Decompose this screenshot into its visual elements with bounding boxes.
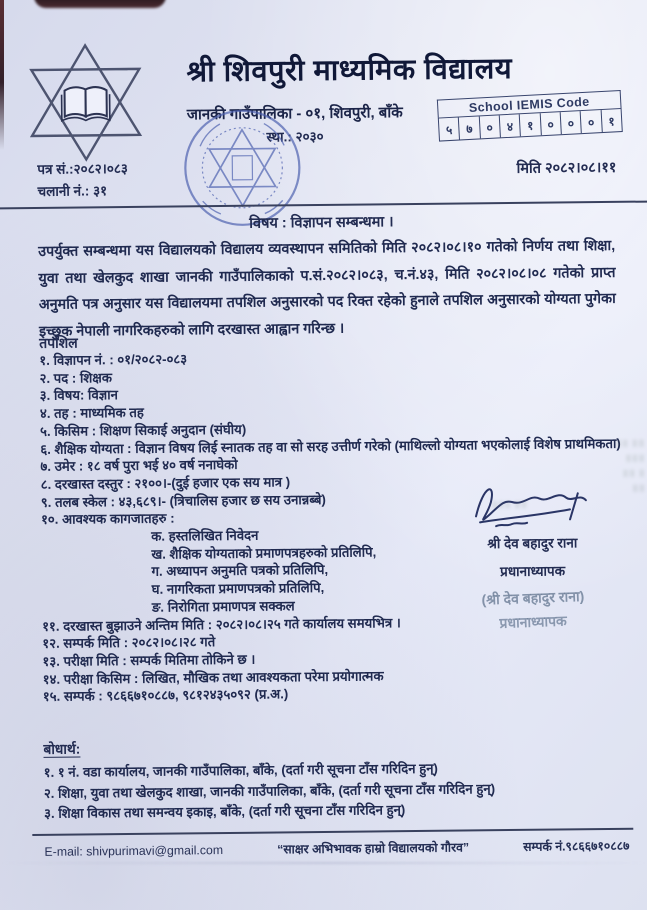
document-item: ख. शैक्षिक योग्यताको प्रमाणपत्रहरुको प्रतिलिपि, [151, 544, 377, 562]
footer [44, 837, 629, 860]
document-item: घ. नागरिकता प्रमाणपत्रको प्रतिलिपि, [151, 580, 325, 597]
iemis-digit: १ [520, 113, 541, 136]
iemis-digit: ० [540, 112, 561, 135]
dispatch-number: चलानी नं.: ३१ [37, 183, 108, 199]
ink-bleed-ghost: ॥॥ ॥॥ ॥॥॥ ॥ ॥॥ ॥॥ [615, 437, 646, 495]
school-address: जानकी गाउँपालिका - ०१, शिवपुरी, बाँके [186, 104, 403, 124]
detail-item: ८. दरखास्त दस्तुर : २१००।-(दुई हजार एक सय मात्र ) [40, 474, 291, 492]
subject-line: विषय : विज्ञापन सम्बन्धमा । [249, 214, 394, 232]
notes-list [44, 757, 625, 825]
header-divider [0, 201, 647, 210]
detail-item: १२. सम्पर्क मिति : २०८२।०८।२८ गते [42, 634, 216, 652]
detail-item: ७. उमेर : १८ वर्ष पुरा भई ४० वर्ष ननाघेको [40, 457, 238, 475]
iemis-digit: ५ [439, 117, 460, 140]
name-stamp-text: (श्री देव बहादुर राना) [481, 587, 585, 608]
detail-item: २. पद : शिक्षक [39, 369, 112, 386]
iemis-digit: ७ [459, 116, 480, 139]
body-paragraph: उपर्युक्त सम्बन्धमा यस विद्यालयको विद्यालय व्यवस्थापन समितिको मिति २०८२।०८।१० गतेको निर्णय तथा शिक्षा, युवा तथा खेलकुद शाखा जानकी गाउँपालिकाको प.सं.२०८२।०८३, च.नं.४३, मिति २०८२।०८।०८ गतेको प्राप्त अनुमति पत्र अनुसार यस विद्यालयमा तपशिल अनुसारको पद रिक्त रहेको हुनाले तपशिल अनुसारको योग्यता पुगेका इच्छुक नेपाली नागरिकहरुको लागि दरखास्त आह्वान गरिन्छ । [38, 237, 616, 340]
detail-item: ११. दरखास्त बुझाउने अन्तिम मिति : २०८२।०८।२५ गते कार्यालय समयभित्र । [42, 614, 401, 634]
signatory-name: श्री देव बहादुर राना [487, 535, 578, 552]
document-item: ग. अध्यापन अनुमति पत्रको प्रतिलिपि, [151, 562, 329, 580]
detail-item: ४. तह : माध्यमिक तह [39, 404, 144, 422]
detail-item: १०. आवश्यक कागजातहरु : [40, 510, 175, 528]
iemis-digit: ४ [500, 114, 521, 137]
details-heading: तपशिल [39, 334, 78, 351]
title-stamp-text: प्रधानाध्यापक [499, 612, 568, 632]
letter-number: पत्र सं.:२०८२।०८३ [37, 160, 128, 177]
detail-item: ९. तलब स्केल : ४३,६८९।- (त्रिचालिस हजार छ सय उनान्नब्बे) [40, 491, 326, 510]
detail-item: १३. परीक्षा मिति : सम्पर्क मितिमा तोकिने छ । [42, 651, 256, 669]
footer-motto: “साक्षर अभिभावक हाम्रो विद्यालयको गौरव” [277, 840, 470, 857]
iemis-code-label: School IEMIS Code [437, 90, 622, 118]
footer-divider [32, 828, 633, 836]
detail-item: ६. शैक्षिक योग्यता : विज्ञान विषय लिई स्नातक तह वा सो सरह उत्तीर्ण गरेको (माथिल्लो योग्यता भएकोलाई विशेष प्राथमिकता) [40, 435, 621, 457]
established-year: स्था.: २०३० [266, 128, 324, 145]
note-item: २. शिक्षा, युवा तथा खेलकुद शाखा, जानकी गाउँपालिका, बाँके, (दर्ता गरी सूचना टाँस गरिदिन हुन्) [43, 780, 496, 801]
iemis-digit: ० [479, 115, 500, 138]
iemis-digit: १ [608, 114, 616, 129]
document-item: क. हस्तलिखित निवेदन [151, 527, 259, 544]
iemis-digit: ० [581, 110, 602, 133]
footer-contact-number: सम्पर्क नं.९८६६७१०८८७ [523, 838, 630, 854]
note-item: ३. शिक्षा विकास तथा समन्वय इकाइ, बाँके, (दर्ता गरी सूचना टाँस गरिदिन हुन्) [44, 802, 406, 821]
signatory-title: प्रधानाध्यापक [500, 563, 566, 580]
notes-heading: बोधार्थ: [43, 741, 81, 757]
letter-date: मिति २०८२।०८।११ [516, 159, 617, 177]
detail-item: ३. विषय: विज्ञान [39, 387, 119, 404]
note-item: १. १ नं. वडा कार्यालय, जानकी गाउँपालिका, बाँके, (दर्ता गरी सूचना टाँस गरिदिन हुन्) [43, 760, 438, 780]
detail-item: १. विज्ञापन नं. : ०१/२०८२-०८३ [39, 351, 188, 368]
detail-item: ५. किसिम : शिक्षण सिकाई अनुदान (संघीय) [40, 421, 247, 439]
ink-bleed-ghost: ॥॥ ॥॥॥ [491, 498, 528, 512]
iemis-code-box [437, 90, 623, 142]
document-item: ङ. निरोगिता प्रमाणपत्र सक्कल [151, 598, 295, 615]
detail-item: १४. परीक्षा किसिम : लिखित, मौखिक तथा आवश्यकता परेमा प्रयोगात्मक [42, 668, 384, 687]
iemis-digit: ० [561, 111, 582, 134]
footer-email: E-mail: shivpurimavi@gmail.com [44, 843, 224, 859]
detail-item: १५. सम्पर्क : ९८६६७१०८८७, ९८१२४३५०९२ (प्र.अ.) [42, 686, 289, 705]
school-name-title: श्री शिवपुरी माध्यमिक विद्यालय [186, 52, 513, 89]
